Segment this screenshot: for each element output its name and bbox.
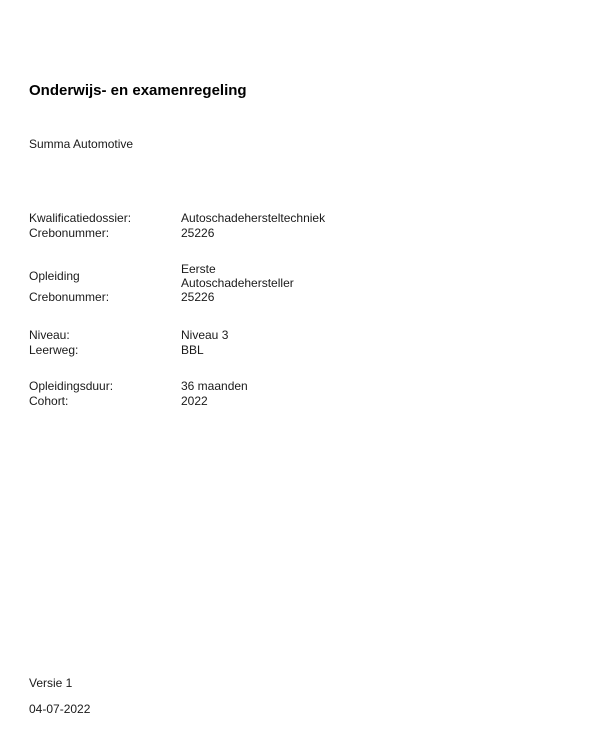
field-label: Opleiding — [29, 269, 80, 283]
field-value: BBL — [181, 343, 204, 357]
field-value: 25226 — [181, 290, 215, 304]
field-label: Niveau: — [29, 328, 70, 342]
field-label: Crebonummer: — [29, 226, 110, 240]
field-value: 36 maanden — [181, 379, 248, 393]
field-row-opleiding — [29, 262, 569, 290]
field-value: Niveau 3 — [181, 328, 229, 342]
field-label: Leerweg: — [29, 343, 79, 357]
field-value: 2022 — [181, 394, 208, 408]
document-title: Onderwijs- en examenregeling — [29, 82, 247, 99]
field-value-line-1: Eerste — [181, 262, 216, 276]
field-label: Crebonummer: — [29, 290, 110, 304]
field-label: Opleidingsduur: — [29, 379, 114, 393]
version-label: Versie 1 — [29, 676, 73, 690]
field-value — [181, 262, 294, 290]
document-date: 04-07-2022 — [29, 702, 91, 716]
field-value-line-2: Autoschadehersteller — [181, 276, 294, 290]
field-label: Cohort: — [29, 394, 69, 408]
field-value: Autoschadehersteltechniek — [181, 211, 326, 225]
field-label: Kwalificatiedossier: — [29, 211, 132, 225]
organization-name: Summa Automotive — [29, 137, 134, 151]
field-value: 25226 — [181, 226, 215, 240]
